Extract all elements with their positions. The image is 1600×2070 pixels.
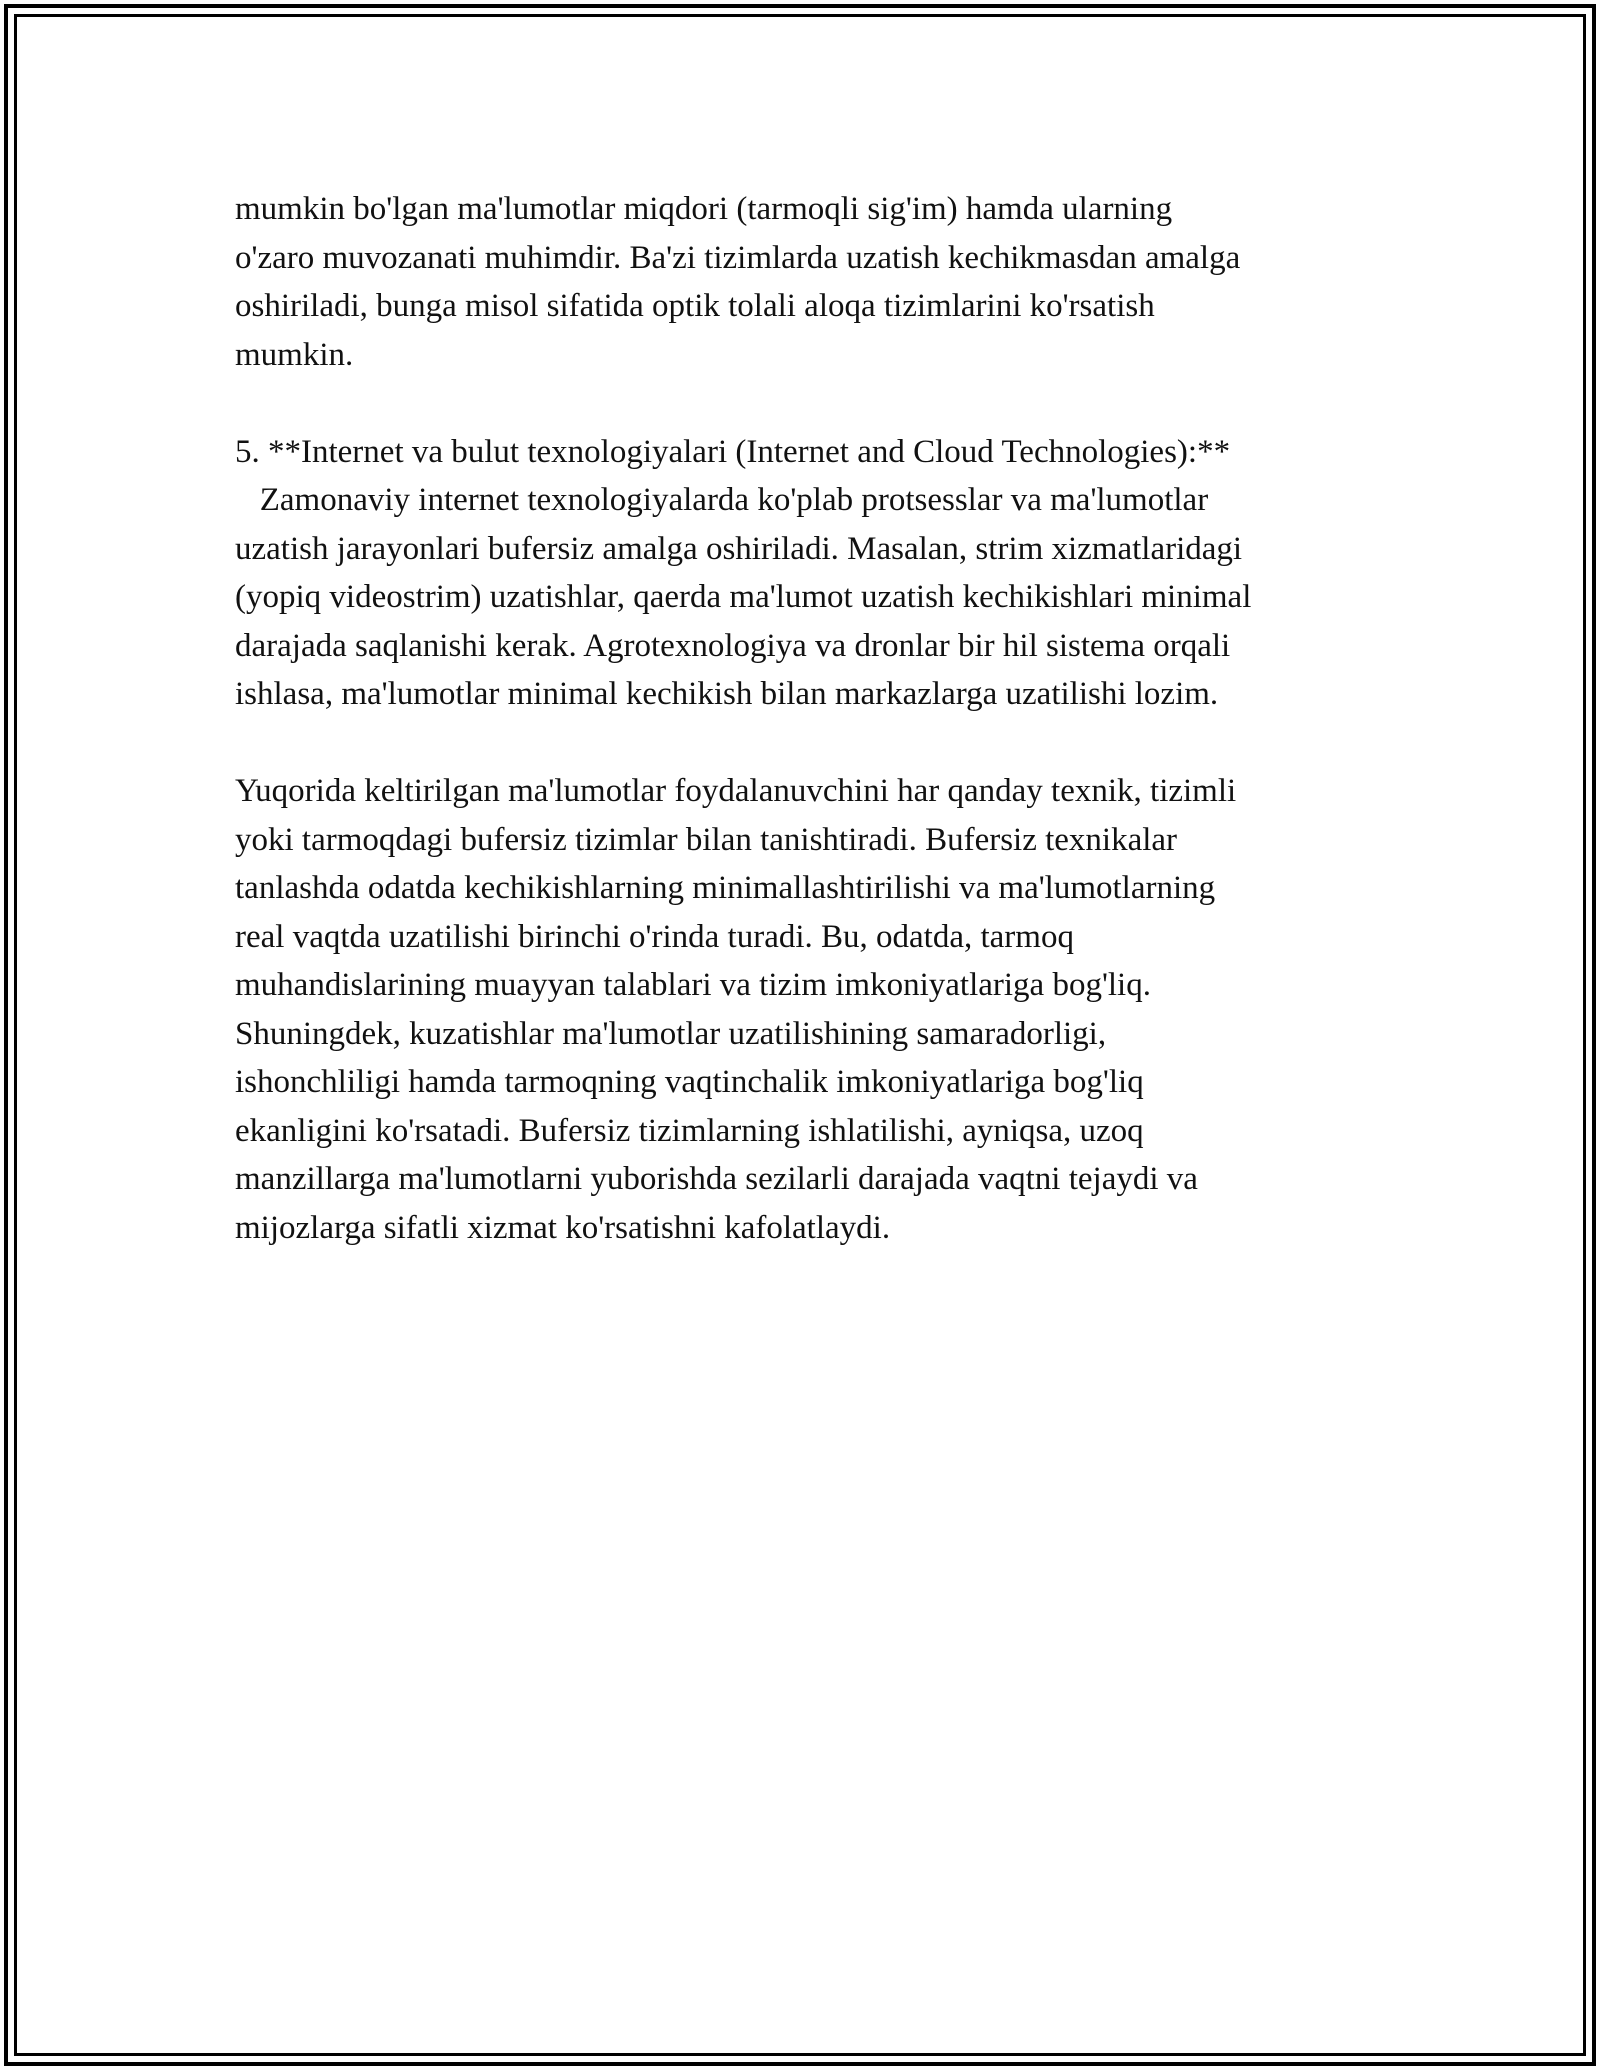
- text-line: tanlashda odatda kechikishlarning minimallashtirilishi va ma'lumotlarning: [235, 870, 1216, 906]
- text-line: darajada saqlanishi kerak. Agrotexnologiya va dronlar bir hil sistema orqali: [235, 627, 1231, 664]
- section-heading: 5. **Internet va bulut texnologiyalari (Internet and Cloud Technologies):**: [235, 433, 1231, 470]
- document-body: [235, 185, 1415, 1252]
- text-line: mumkin.: [235, 336, 354, 373]
- paragraph-gap: [235, 719, 1415, 768]
- text-line: ishlasa, ma'lumotlar minimal kechikish bilan markazlarga uzatilishi lozim.: [235, 676, 1219, 712]
- text-line: yoki tarmoqdagi bufersiz tizimlar bilan tanishtiradi. Bufersiz texnikalar: [235, 821, 1178, 858]
- text-line: manzillarga ma'lumotlarni yuborishda sezilarli darajada vaqtni tejaydi va: [235, 1161, 1198, 1197]
- text-line: real vaqtda uzatilishi birinchi o'rinda turadi. Bu, odatda, tarmoq: [235, 918, 1074, 955]
- text-line: ishonchliligi hamda tarmoqning vaqtinchalik imkoniyatlariga bog'liq: [235, 1064, 1144, 1100]
- text-line: Yuqorida keltirilgan ma'lumotlar foydalanuvchini har qanday texnik, tizimli: [235, 773, 1237, 809]
- paragraph-gap: [235, 379, 1415, 428]
- text-line: Shuningdek, kuzatishlar ma'lumotlar uzatilishining samaradorligi,: [235, 1015, 1107, 1052]
- text-line: mumkin bo'lgan ma'lumotlar miqdori (tarmoqli sig'im) hamda ularning: [235, 191, 1173, 227]
- text-line: oshiriladi, bunga misol sifatida optik tolali aloqa tizimlarini ko'rsatish: [235, 288, 1155, 324]
- text-line: o'zaro muvozanati muhimdir. Ba'zi tizimlarda uzatish kechikmasdan amalga: [235, 239, 1241, 276]
- text-line: muhandislarining muayyan talablari va tizim imkoniyatlariga bog'liq.: [235, 967, 1151, 1003]
- text-line: ekanligini ko'rsatadi. Bufersiz tizimlarning ishlatilishi, ayniqsa, uzoq: [235, 1112, 1144, 1149]
- text-line: uzatish jarayonlari bufersiz amalga oshiriladi. Masalan, strim xizmatlaridagi: [235, 530, 1243, 567]
- text-line: mijozlarga sifatli xizmat ko'rsatishni kafolatlaydi.: [235, 1209, 891, 1246]
- text-line: (yopiq videostrim) uzatishlar, qaerda ma'lumot uzatish kechikishlari minimal: [235, 579, 1252, 615]
- text-line: Zamonaviy internet texnologiyalarda ko'plab protsesslar va ma'lumotlar: [235, 482, 1209, 518]
